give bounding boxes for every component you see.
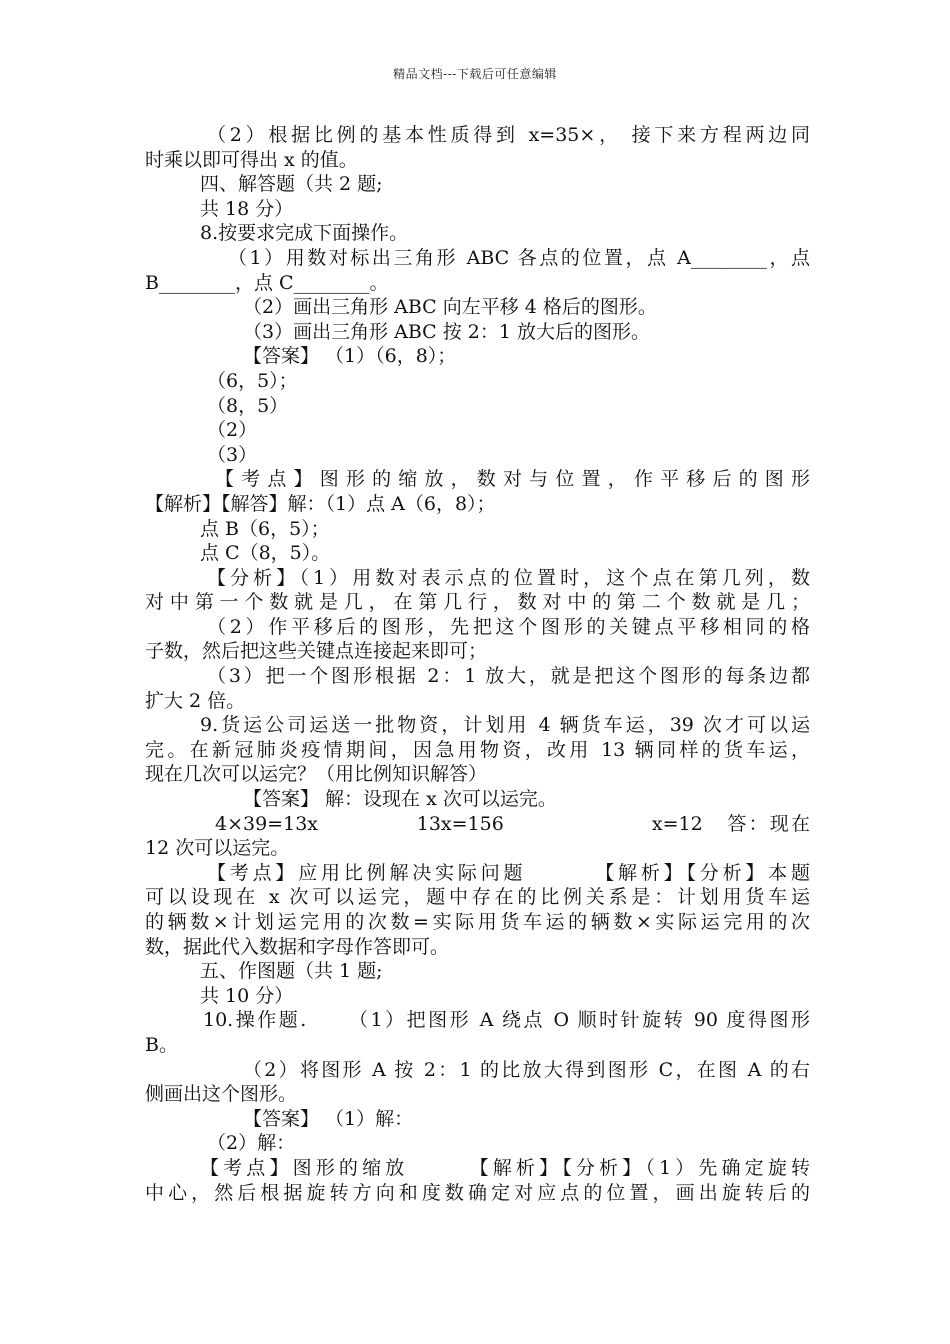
text-line: （2） (207, 419, 258, 442)
text-line: 12 次可以运完。 (145, 837, 290, 860)
text-line: 五、作图题（共 1 题; (200, 960, 383, 983)
text-line: 4×39=13x 13x=156 x=12 答：现在 (215, 812, 810, 835)
text-line: 可以设现在 x 次可以运完，题中存在的比例关系是：计划用货车运 (145, 886, 810, 909)
text-line: 扩大 2 倍。 (145, 689, 246, 712)
text-line: （6，5）； (207, 369, 298, 392)
text-line: （2）作平移后的图形，先把这个图形的关键点平移相同的格 (207, 615, 810, 638)
text-line: （3）画出三角形 ABC 按 2：1 放大后的图形。 (243, 320, 650, 343)
text-line: 【考点】图形的缩放 【解析】【分析】（1）先确定旋转 (200, 1156, 810, 1179)
text-line: （2）根据比例的基本性质得到 x=35×， 接下来方程两边同 (207, 124, 810, 146)
text-line: 【答案】 （1）解： (243, 1107, 414, 1130)
text-line: （2）将图形 A 按 2：1 的比放大得到图形 C，在图 A 的右 (243, 1058, 810, 1081)
text-line: （1）用数对标出三角形 ABC 各点的位置，点 A________，点 (228, 246, 810, 269)
text-line: 侧画出这个图形。 (145, 1083, 298, 1106)
text-line: 中心，然后根据旋转方向和度数确定对应点的位置，画出旋转后的 (145, 1181, 810, 1204)
text-line: 10.操作题. （1）把图形 A 绕点 O 顺时针旋转 90 度得图形 (203, 1009, 810, 1032)
text-line: 【解析】【解答】解：（1）点 A（6，8）； (145, 492, 496, 515)
text-line: 【考点】应用比例解决实际问题 【解析】【分析】本题 (207, 861, 810, 884)
text-line: 9.货运公司运送一批物资，计划用 4 辆货车运，39 次才可以运 (200, 714, 810, 737)
text-line: （2）画出三角形 ABC 向左平移 4 格后的图形。 (243, 296, 657, 319)
text-line: 共 10 分） (200, 984, 294, 1007)
text-line: 时乘以即可得出 x 的值。 (145, 148, 358, 171)
text-line: 对中第一个数就是几，在第几行，数对中的第二个数就是几； (145, 591, 810, 614)
text-line: 8.按要求完成下面操作。 (200, 222, 409, 245)
text-line: 完。在新冠肺炎疫情期间，因急用物资，改用 13 辆同样的货车运， (145, 738, 810, 761)
text-line: （2）解： (207, 1132, 296, 1155)
text-line: 数，据此代入数据和字母作答即可。 (145, 935, 450, 958)
text-line: 【答案】 （1）（6，8）； (243, 345, 457, 368)
text-line: B________，点 C________。 (145, 271, 389, 294)
text-line: 四、解答题（共 2 题; (200, 173, 383, 196)
text-line: 共 18 分） (200, 197, 294, 220)
text-line: 现在几次可以运完？（用比例知识解答） (145, 763, 488, 786)
text-line: 点 C（8，5）。 (200, 542, 331, 565)
document-body (145, 123, 810, 1205)
text-line: 【分析】（1）用数对表示点的位置时，这个点在第几列，数 (207, 566, 810, 589)
text-line: B。 (145, 1033, 178, 1056)
text-line: 【考点】图形的缩放，数对与位置，作平移后的图形 (215, 468, 810, 491)
text-line: 【答案】 解：设现在 x 次可以运完。 (243, 788, 557, 811)
page-header: 精品文档---下载后可任意编辑 (393, 67, 557, 81)
text-line: 子数，然后把这些关键点连接起来即可； (145, 640, 488, 663)
text-line: （8，5） (207, 394, 289, 417)
text-line: 的辆数×计划运完用的次数=实际用货车运的辆数×实际运完用的次 (145, 911, 810, 933)
text-line: （3）把一个图形根据 2：1 放大，就是把这个图形的每条边都 (207, 665, 810, 688)
text-line: （3） (207, 443, 258, 466)
text-line: 点 B（6，5）； (200, 517, 330, 540)
